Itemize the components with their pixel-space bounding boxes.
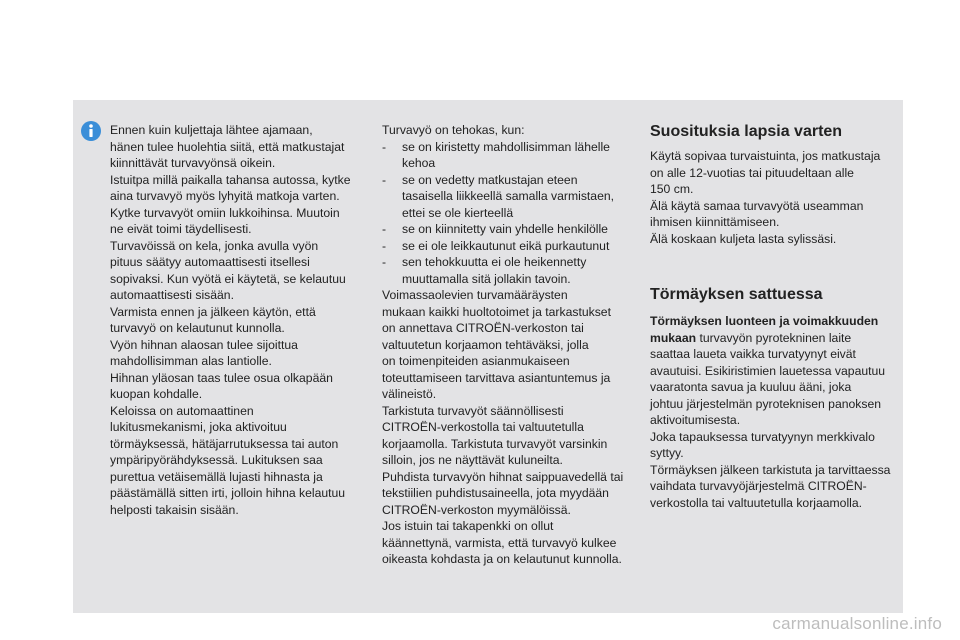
text-line: tekstiilien puhdistusaineella, jota myydään [382, 486, 609, 500]
text-line: Turvavöissä on kela, jonka avulla vyön [110, 238, 319, 253]
text-line: johtuu järjestelmän pyroteknisen panoksen [650, 396, 882, 411]
list-item [382, 221, 632, 238]
text-line: ympäripyörähdyksessä. Lukituksen saa [110, 453, 323, 467]
crash-bold-2: mukaan [650, 330, 697, 345]
dash-bullet: - [382, 238, 387, 253]
text-line: ihmisen kiinnittämiseen. [650, 215, 780, 229]
list-item-line: se on vedetty matkustajan eteen [402, 172, 578, 187]
list-item [382, 254, 632, 287]
text-line: pituus säätyy automaattisesti itsellesi [110, 255, 310, 269]
text-line: Jos istuin tai takapenkki on ollut [382, 519, 554, 533]
text-line: vaaratonta savua ja kuuluu ääni, joka [650, 380, 852, 394]
text-line: päästämällä sitten irti, jolloin hihna kelautuu [110, 486, 346, 500]
seatbelt-effectiveness-column [382, 122, 632, 568]
text-line: automaattisesti sisään. [110, 288, 234, 302]
text-line: verkostolla tai valtuutetulla korjaamolla. [650, 495, 863, 510]
text-line: mahdollisimman alas lantiolle. [110, 354, 272, 368]
list-item-line: se ei ole leikkautunut eikä purkautunut [402, 238, 610, 253]
text-line: on toimenpiteiden asianmukaiseen [382, 354, 570, 368]
text-line: välineistö. [382, 387, 437, 401]
text-line: hänen tulee huolehtia siitä, että matkustajat [110, 139, 345, 154]
crash-heading: Törmäyksen sattuessa [650, 286, 823, 303]
text-line: on annettava CITROËN-verkoston tai [382, 321, 584, 335]
text-line: Älä käytä samaa turvavyötä useamman [650, 198, 864, 213]
text-line: Älä koskaan kuljeta lasta sylissäsi. [650, 231, 837, 246]
text-line: Joka tapauksessa turvatyynyn merkkivalo [650, 429, 875, 444]
effectiveness-intro: Turvavyö on tehokas, kun: [382, 123, 525, 137]
text-line: Ennen kuin kuljettaja lähtee ajamaan, [110, 123, 313, 137]
seatbelt-intro-column [110, 122, 360, 518]
text-line: Puhdista turvavyön hihnat saippuavedellä tai [382, 469, 624, 484]
text-line: Varmista ennen ja jälkeen käytön, että [110, 304, 316, 319]
text-line: avautuisi. Esikiristimien lauetessa vapautuu [650, 363, 886, 378]
text-line: lukitusmekanismi, joka aktivoituu [110, 420, 287, 434]
children-text [650, 148, 900, 247]
text-line: purettua vetäisemällä lujasti hihnasta ja [110, 469, 323, 484]
text-line: Tarkistuta turvavyöt säännöllisesti [382, 403, 564, 418]
text-line: mukaan kaikki huoltotoimet ja tarkastukset [382, 304, 611, 319]
text-line: kuopan kohdalle. [110, 387, 203, 401]
crash-bold-1: Törmäyksen luonteen ja voimakkuuden [650, 314, 879, 328]
list-item-line: se on kiinnitetty vain yhdelle henkilölle [402, 222, 608, 236]
crash-rest-1: turvavyön pyrotekninen laite [696, 330, 852, 345]
dash-bullet: - [382, 255, 387, 269]
text-line: aina turvavyö myös lyhyitä matkoja varten. [110, 189, 340, 203]
list-item [382, 139, 632, 172]
text-line: turvavyö on kelautunut kunnolla. [110, 321, 285, 335]
text-line: ne eivät toimi täydellisesti. [110, 222, 252, 236]
list-item-line: muuttamalla sitä jollakin tavoin. [402, 271, 571, 286]
effectiveness-list [382, 139, 632, 288]
maintenance-text [382, 287, 632, 568]
recommendations-column [650, 122, 900, 511]
text-line: Kytke turvavyöt omiin lukkoihinsa. Muutoin [110, 205, 340, 220]
text-line: törmäyksessä, hätäjarrutuksessa tai auton [110, 436, 339, 451]
text-line: Vyön hihnan alaosan tulee sijoittua [110, 337, 298, 352]
text-line: silloin, jos ne näyttävät kuluneilta. [382, 453, 563, 467]
text-line: Voimassaolevien turvamääräysten [382, 288, 568, 302]
watermark: carmanualsonline.info [772, 614, 942, 633]
list-item-line: tasaisella liikkeellä samalla varmistaen, [402, 189, 615, 203]
text-line: helposti takaisin sisään. [110, 502, 239, 517]
text-line: on alle 12-vuotias tai pituudeltaan alle [650, 165, 854, 180]
text-line: korjaamolla. Tarkistuta turvavyöt varsinkin [382, 436, 608, 451]
text-line: sopivaksi. Kun vyötä ei käytetä, se kelautuu [110, 271, 346, 286]
list-item-line: ettei se ole kierteellä [402, 205, 514, 220]
text-line: syttyy. [650, 446, 684, 460]
text-line: CITROËN-verkoston myymälöissä. [382, 502, 571, 517]
info-icon [80, 120, 102, 142]
children-heading: Suosituksia lapsia varten [650, 123, 843, 140]
text-line: Hihnan yläosan taas tulee osua olkapään [110, 370, 333, 385]
text-line: Törmäyksen jälkeen tarkistuta ja tarvittaessa [650, 462, 891, 477]
crash-text [650, 313, 900, 511]
text-line: Keloissa on automaattinen [110, 403, 254, 418]
text-line: aktivoitumisesta. [650, 413, 741, 427]
text-line: toteuttamiseen tarvittava asiantuntemus ja [382, 370, 611, 385]
text-line: vaihdata turvavyöjärjestelmä CITROËN- [650, 479, 867, 493]
list-item-line: kehoa [402, 156, 436, 170]
list-item-line: sen tehokkuutta ei ole heikennetty [402, 255, 587, 269]
text-line: kiinnittävät turvavyönsä oikein. [110, 156, 276, 170]
text-line: Istuitpa millä paikalla tahansa autossa, kytke [110, 172, 351, 187]
text-line: käännettynä, varmista, että turvavyö kulkee [382, 535, 617, 550]
text-line: valtuutetun korjaamon tehtäväksi, jolla [382, 337, 589, 352]
text-line: saattaa laueta vaikka turvatyynyt eivät [650, 347, 856, 361]
dash-bullet: - [382, 222, 387, 236]
text-line: 150 cm. [650, 182, 694, 196]
dash-bullet: - [382, 172, 387, 187]
text-line: CITROËN-verkostolla tai valtuutetulla [382, 420, 584, 434]
list-item [382, 172, 632, 222]
text-line: oikeasta kohdasta ja on kelautunut kunnolla. [382, 552, 622, 566]
list-item-line: se on kiristetty mahdollisimman lähelle [402, 139, 610, 154]
text-line: Käytä sopivaa turvaistuinta, jos matkustaja [650, 149, 881, 163]
list-item [382, 238, 632, 255]
dash-bullet: - [382, 139, 387, 154]
